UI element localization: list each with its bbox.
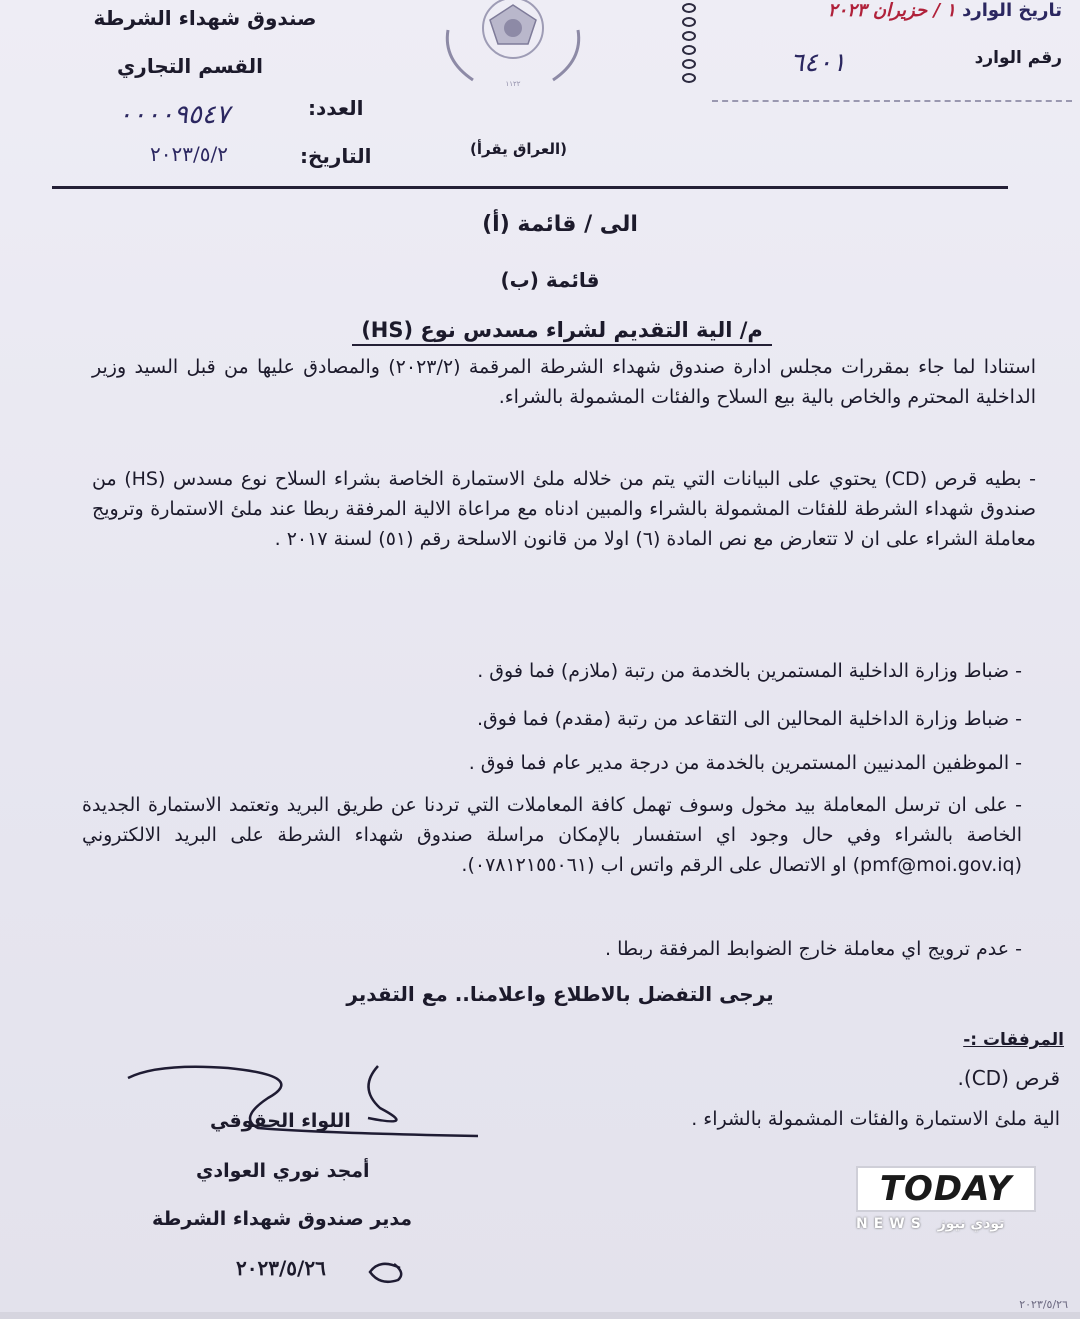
signatory-rank: اللواء الحقوقي — [210, 1110, 351, 1132]
footer-stamp: ٢٠٢٣/٥/٢٦ — [1019, 1298, 1068, 1311]
date-label: التاريخ: — [300, 144, 372, 168]
svg-text:١١٢٢: ١١٢٢ — [505, 80, 521, 88]
closing-line: يرجى التفضل بالاطلاع واعلامنا.. مع التقدير — [346, 982, 774, 1006]
point-mail: - على ان ترسل المعاملة بيد مخول وسوف تهمل كافة المعاملات التي تردنا عن طريق البريد وتعتمد الاستمارة الجديدة الخاصة بالشراء وفي حال وجود اي استفسار بالإمكان مراسلة صندوق شهداء الشرطة على البريد الالكتروني (pmf@moi.gov.iq) او الاتصال على الرقم واتس اب (٠٧٨١٢١٥٥٠٦١). — [82, 794, 1022, 876]
header-rule — [52, 186, 1008, 189]
binder-spiral-icon — [678, 0, 700, 92]
point-cd: - بطيه قرص (CD) يحتوي على البيانات التي يتم من خلاله ملئ الاستمارة الخاصة بشراء السلاح نوع مسدس (HS) من صندوق شهداء الشرطة للفئات المشمولة بالشراء والمبين ادناه مع مراعاة الالية المرفقة ربطا عند ملئ الاستمارة وترويج معاملة الشراء على ان لا تتعارض مع نص المادة (٦) اولا من قانون الاسلحة رقم (٥١) لسنة ٢٠١٧ . — [92, 468, 1036, 550]
date-value: ٢٠٢٣/٥/٢ — [150, 142, 228, 166]
page-bottom-edge — [0, 1312, 1080, 1319]
incoming-number-label: رقم الوارد — [974, 48, 1062, 68]
attachments-title: المرفقات :- — [963, 1030, 1064, 1050]
category-item: - الموظفين المدنيين المستمرين بالخدمة من درجة مدير عام فما فوق . — [468, 752, 1022, 774]
signature-date: ٢٠٢٣/٥/٢٦ — [236, 1256, 326, 1280]
logo-subtitle — [856, 1216, 1036, 1232]
incoming-date-label: تاريخ الوارد — [962, 0, 1062, 21]
signatory-name: أمجد نوري العوادي — [196, 1160, 370, 1182]
stamp-divider — [712, 100, 1072, 102]
today-news-logo — [856, 1166, 1036, 1240]
intro-paragraph: استنادا لما جاء بمقررات مجلس ادارة صندوق شهداء الشرطة المرقمة (٢٠٢٣/٢) والمصادق عليها من قبل السيد وزير الداخلية المحترم والخاص بالية بيع السلاح والفئات المشمولة بالشراء. — [92, 356, 1036, 408]
category-item: - ضباط وزارة الداخلية المحالين الى التقاعد من رتبة (مقدم) فما فوق. — [477, 708, 1022, 730]
incoming-number-value: ٦٤٠١ — [790, 48, 846, 78]
signatory-title: مدير صندوق شهداء الشرطة — [152, 1208, 413, 1230]
org-name: صندوق شهداء الشرطة — [93, 6, 317, 30]
logo-box — [856, 1166, 1036, 1212]
incoming-date — [828, 0, 1062, 21]
department-name: القسم التجاري — [116, 54, 264, 78]
logo-sub-latin: NEWS — [856, 1216, 927, 1232]
incoming-date-value: ١ / حزيران ٢٠٢٣ — [827, 0, 956, 21]
logo-brand: TODAY — [879, 1169, 1013, 1209]
subject-line: م/ الية التقديم لشراء مسدس نوع (HS) — [352, 318, 772, 346]
logo-sub-arabic: تودي نيوز — [937, 1216, 1005, 1232]
number-value: ٠٠٠٠٩٥٤٧ — [118, 100, 230, 130]
recipient-list-a: الى / قائمة (أ) — [482, 212, 638, 237]
point-last: - عدم ترويج اي معاملة خارج الضوابط المرفقة ربطا . — [605, 938, 1022, 960]
ministry-emblem-icon — [428, 0, 598, 92]
attachment-item: قرص (CD). — [957, 1066, 1060, 1090]
attachment-item: الية ملئ الاستمارة والفئات المشمولة بالشراء . — [691, 1108, 1060, 1130]
category-item: - ضباط وزارة الداخلية المستمرين بالخدمة من رتبة (ملازم) فما فوق . — [477, 660, 1022, 682]
motto: (العراق يقرأ) — [470, 140, 567, 158]
recipient-list-b: قائمة (ب) — [500, 268, 600, 292]
number-label: العدد: — [308, 96, 364, 120]
